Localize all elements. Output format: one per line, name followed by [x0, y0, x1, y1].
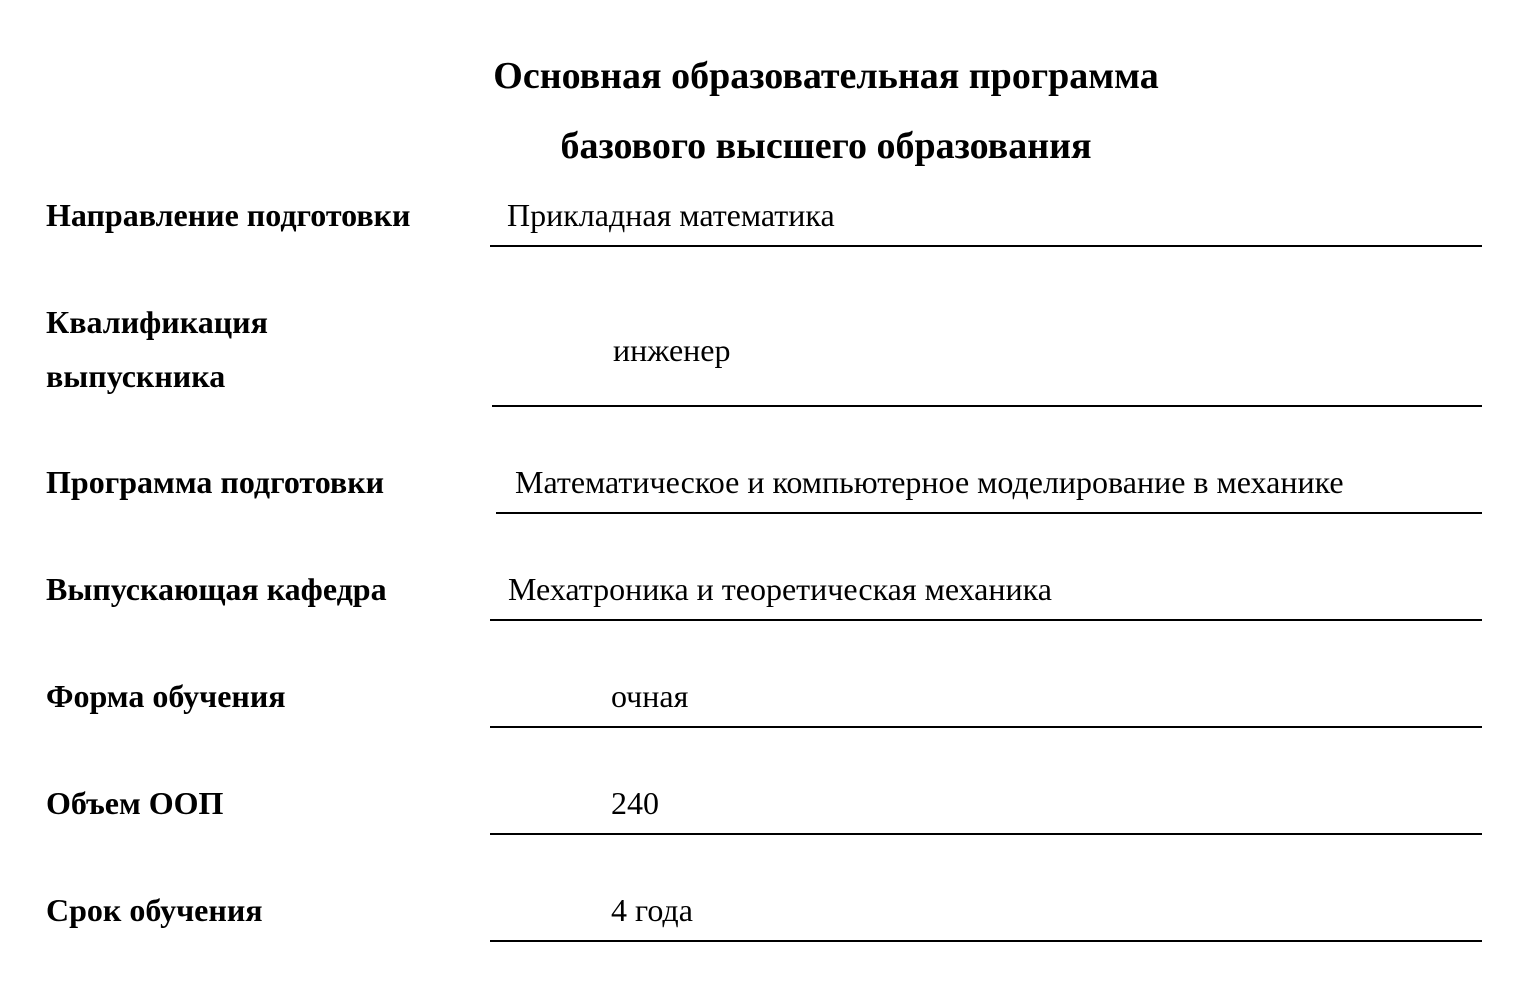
field-label-program-volume: Объем ООП — [46, 785, 224, 821]
field-underline-direction — [490, 245, 1482, 247]
field-value-study-form: очная — [611, 678, 689, 714]
field-label-qualification-line-2: выпускника — [46, 358, 226, 394]
field-value-qualification: инженер — [613, 332, 731, 368]
field-underline-program — [496, 512, 1482, 514]
field-underline-program-volume — [490, 833, 1482, 835]
field-underline-department — [490, 619, 1482, 621]
field-value-program: Математическое и компьютерное моделирование в механике — [515, 464, 1344, 500]
field-underline-qualification — [492, 405, 1482, 407]
field-label-program: Программа подготовки — [46, 464, 385, 500]
field-value-study-duration: 4 года — [611, 892, 693, 928]
field-label-department: Выпускающая кафедра — [46, 571, 387, 607]
field-underline-study-duration — [490, 940, 1482, 942]
document-title-line-2: базового высшего образования — [560, 125, 1092, 167]
field-value-department: Мехатроника и теоретическая механика — [508, 571, 1052, 607]
field-value-direction: Прикладная математика — [507, 197, 835, 233]
document-title-line-1: Основная образовательная программа — [493, 55, 1159, 97]
field-label-qualification-line-1: Квалификация — [46, 304, 268, 340]
field-value-program-volume: 240 — [611, 785, 659, 821]
field-label-study-form: Форма обучения — [46, 678, 286, 714]
field-label-direction: Направление подготовки — [46, 197, 411, 233]
field-underline-study-form — [490, 726, 1482, 728]
field-label-study-duration: Срок обучения — [46, 892, 263, 928]
